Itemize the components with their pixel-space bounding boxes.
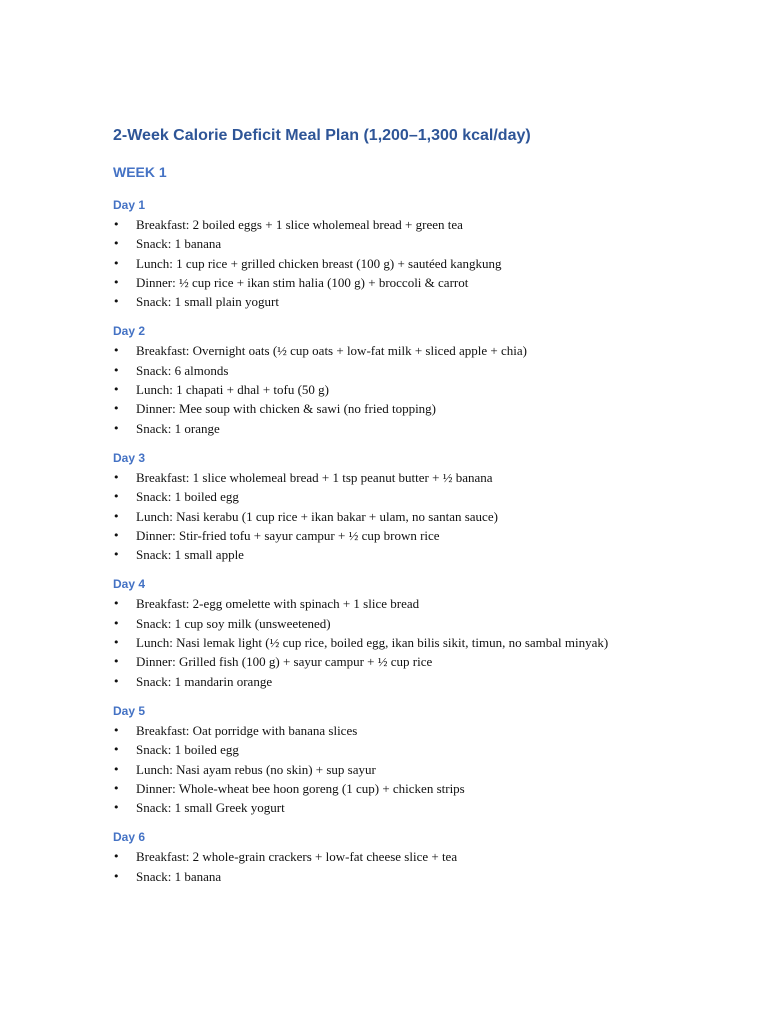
meal-list [113, 341, 633, 437]
meal-text: Snack: 1 mandarin orange [136, 673, 273, 689]
day-heading: Day 4 [113, 577, 146, 592]
list-item [113, 779, 633, 798]
meal-text: Snack: 1 banana [136, 868, 222, 884]
meal-text: Snack: 6 almonds [136, 362, 229, 378]
bullet-icon: • [113, 218, 120, 231]
bullet-icon: • [113, 636, 120, 650]
list-item [113, 419, 633, 438]
bullet-icon: • [113, 801, 120, 815]
bullet-icon: • [113, 616, 120, 630]
list-item [113, 380, 633, 399]
meal-list [113, 721, 633, 817]
day-heading: Day 5 [113, 703, 146, 718]
meal-text: Lunch: Nasi ayam rebus (no skin) + sup sayur [136, 761, 376, 777]
meal-text: Snack: 1 small plain yogurt [136, 294, 279, 310]
day-heading: Day 3 [113, 450, 146, 465]
list-item [113, 234, 633, 253]
meal-text: Breakfast: 1 slice wholemeal bread + 1 tsp peanut butter + ½ banana [136, 469, 493, 485]
bullet-icon: • [113, 869, 120, 883]
bullet-icon: • [113, 528, 120, 542]
meal-text: Dinner: ½ cup rice + ikan stim halia (100 g) + broccoli & carrot [136, 274, 469, 290]
meal-text: Lunch: Nasi lemak light (½ cup rice, boiled egg, ikan bilis sikit, timun, no sambal minyak) [136, 635, 609, 651]
document-content [113, 126, 633, 899]
bullet-icon: • [113, 723, 120, 737]
meal-text: Snack: 1 cup soy milk (unsweetened) [136, 615, 331, 631]
list-item [113, 341, 633, 360]
list-item [113, 526, 633, 545]
meal-text: Breakfast: 2-egg omelette with spinach + 1 slice bread [136, 596, 420, 612]
meal-list [113, 847, 633, 886]
list-item [113, 614, 633, 633]
bullet-icon: • [113, 421, 120, 435]
meal-text: Snack: 1 small apple [136, 547, 244, 563]
meal-text: Dinner: Stir-fried tofu + sayur campur + ½ cup brown rice [136, 527, 440, 543]
day-section-6 [113, 830, 633, 886]
meal-text: Lunch: Nasi kerabu (1 cup rice + ikan bakar + ulam, no santan sauce) [136, 508, 498, 524]
bullet-icon: • [113, 470, 120, 484]
meal-text: Dinner: Whole-wheat bee hoon goreng (1 cup) + chicken strips [136, 780, 465, 796]
list-item [113, 672, 633, 691]
meal-text: Snack: 1 banana [136, 236, 222, 252]
bullet-icon: • [113, 344, 120, 358]
list-item [113, 847, 633, 866]
bullet-icon: • [113, 850, 120, 864]
meal-list [113, 594, 633, 690]
day-section-2 [113, 324, 633, 437]
list-item [113, 867, 633, 886]
bullet-icon: • [113, 597, 120, 611]
meal-text: Snack: 1 small Greek yogurt [136, 800, 285, 816]
meal-text: Dinner: Grilled fish (100 g) + sayur campur + ½ cup rice [136, 654, 433, 670]
document-title: 2-Week Calorie Deficit Meal Plan (1,200–1,300 kcal/day) [113, 127, 531, 144]
list-item [113, 292, 633, 311]
bullet-icon: • [113, 762, 120, 776]
list-item [113, 545, 633, 564]
day-section-5 [113, 704, 633, 817]
bullet-icon: • [113, 743, 120, 757]
meal-text: Dinner: Mee soup with chicken & sawi (no fried topping) [136, 401, 437, 417]
bullet-icon: • [113, 548, 120, 562]
list-item [113, 487, 633, 506]
list-item [113, 798, 633, 817]
bullet-icon: • [113, 363, 120, 377]
meal-text: Lunch: 1 chapati + dhal + tofu (50 g) [136, 382, 330, 398]
day-heading: Day 6 [113, 830, 146, 845]
meal-list [113, 468, 633, 564]
list-item [113, 507, 633, 526]
meal-text: Snack: 1 boiled egg [136, 489, 239, 505]
bullet-icon: • [113, 674, 120, 688]
list-item [113, 273, 633, 292]
list-item [113, 468, 633, 487]
week-heading: WEEK 1 [113, 164, 167, 180]
day-section-3 [113, 451, 633, 564]
list-item [113, 721, 633, 740]
list-item [113, 740, 633, 759]
bullet-icon: • [113, 655, 120, 669]
bullet-icon: • [113, 402, 120, 416]
meal-text: Snack: 1 boiled egg [136, 742, 239, 758]
meal-text: Breakfast: 2 boiled eggs + 1 slice wholemeal bread + green tea [136, 217, 463, 232]
meal-text: Breakfast: 2 whole-grain crackers + low-fat cheese slice + tea [136, 849, 458, 865]
bullet-icon: • [113, 781, 120, 795]
day-heading: Day 2 [113, 324, 146, 339]
day-section-1 [113, 198, 633, 311]
bullet-icon: • [113, 237, 120, 251]
day-section-4 [113, 577, 633, 690]
meal-text: Breakfast: Overnight oats (½ cup oats + low-fat milk + sliced apple + chia) [136, 343, 527, 359]
bullet-icon: • [113, 490, 120, 504]
list-item [113, 361, 633, 380]
bullet-icon: • [113, 256, 120, 270]
list-item [113, 215, 633, 234]
meal-text: Breakfast: Oat porridge with banana slices [136, 722, 358, 738]
list-item [113, 594, 633, 613]
meal-text: Lunch: 1 cup rice + grilled chicken breast (100 g) + sautéed kangkung [136, 255, 502, 271]
list-item [113, 633, 633, 652]
bullet-icon: • [113, 275, 120, 289]
bullet-icon: • [113, 509, 120, 523]
bullet-icon: • [113, 295, 120, 309]
day-heading: Day 1 [113, 198, 146, 212]
bullet-icon: • [113, 383, 120, 397]
list-item [113, 760, 633, 779]
list-item [113, 254, 633, 273]
list-item [113, 399, 633, 418]
meal-list [113, 215, 633, 311]
list-item [113, 652, 633, 671]
meal-text: Snack: 1 orange [136, 420, 220, 436]
